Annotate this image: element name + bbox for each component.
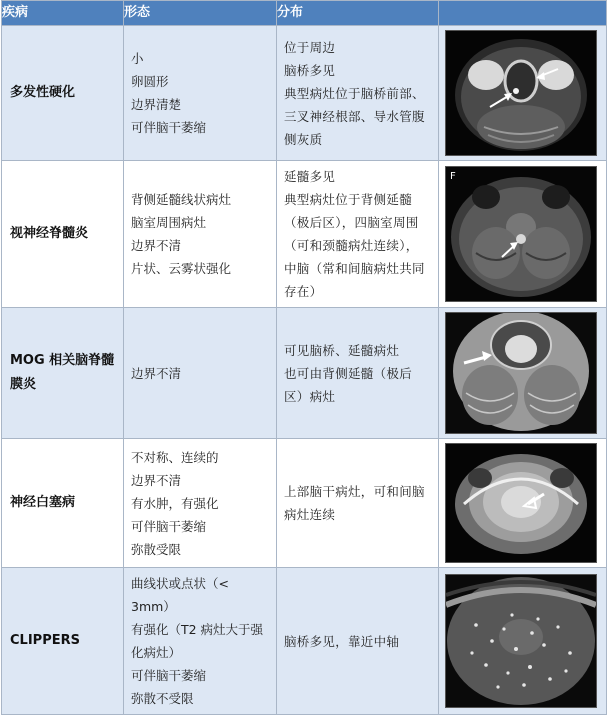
morphology-line: 片状、云雾状强化: [131, 261, 232, 276]
mri-axial-pons-t2-arrow-icon: [445, 312, 597, 434]
mri-axial-pons-t2-icon: [445, 30, 597, 156]
header-distribution: 分布: [277, 1, 439, 26]
distribution-cell: 延髓多见 典型病灶位于背侧延髓（极后区），四脑室周围（可和颈髓病灶连续），中脑（常和间脑病灶共同存在）: [277, 161, 439, 308]
mri-cell: [439, 439, 607, 568]
morphology-line: 弥散受限: [131, 541, 182, 557]
mri-cell: [439, 568, 607, 715]
distribution-cell: 可见脑桥、延髓病灶 也可由背侧延髓（极后区）病灶: [277, 308, 439, 439]
morphology-line: 可伴脑干萎缩: [131, 120, 207, 135]
header-row: [2, 1, 607, 26]
morphology-line: 边界不清: [131, 365, 182, 381]
mri-axial-medulla-flair-icon: [445, 166, 597, 302]
morphology-line: 卵圆形: [131, 74, 169, 89]
mri-axial-pons-t1c-punctate-icon: [445, 574, 597, 708]
header-image: [439, 1, 607, 26]
morphology-line: 可伴脑干萎缩: [131, 518, 207, 534]
morphology-cell: [124, 26, 277, 161]
header-disease: 疾病: [2, 1, 124, 26]
table-row: [2, 439, 607, 568]
morphology-cell: [124, 161, 277, 308]
morphology-cell: [124, 439, 277, 568]
disease-name: 多发性硬化: [2, 26, 124, 161]
distribution-cell: 上部脑干病灶，可和间脑病灶连续: [277, 439, 439, 568]
mri-cell: [439, 161, 607, 308]
morphology-line: 边界不清: [131, 472, 182, 488]
morphology-cell: [124, 568, 277, 715]
disease-name: 视神经脊髓炎: [2, 161, 124, 308]
morphology-line: 边界不清: [131, 238, 182, 253]
distribution-cell: 位于周边 脑桥多见 典型病灶位于脑桥前部、三叉神经根部、导水管腹侧灰质: [277, 26, 439, 161]
morphology-line: 弥散不受限: [131, 691, 194, 706]
table-row: [2, 161, 607, 308]
table-row: [2, 308, 607, 439]
morphology-line: 有水肿，有强化: [131, 495, 219, 511]
distribution-cell: 脑桥多见，靠近中轴: [277, 568, 439, 715]
morphology-line: 有强化（T2 病灶大于强化病灶）: [131, 622, 264, 660]
svg-text:F: F: [450, 171, 456, 182]
morphology-line: 可伴脑干萎缩: [131, 668, 207, 683]
comparison-table: [1, 0, 607, 715]
morphology-line: 曲线状或点状（< 3mm）: [131, 576, 229, 614]
mri-cell: [439, 26, 607, 161]
morphology-line: 背侧延髓线状病灶: [131, 192, 232, 207]
disease-name: CLIPPERS: [2, 568, 124, 715]
table-row: [2, 26, 607, 161]
mri-axial-midbrain-flair-icon: [445, 443, 597, 563]
disease-name: 神经白塞病: [2, 439, 124, 568]
morphology-line: 脑室周围病灶: [131, 215, 207, 230]
header-morphology: 形态: [124, 1, 277, 26]
morphology-line: 小: [131, 51, 144, 66]
morphology-cell: [124, 308, 277, 439]
table-row: [2, 568, 607, 715]
disease-name: MOG 相关脑脊髓膜炎: [2, 308, 124, 439]
morphology-line: 边界清楚: [131, 97, 182, 112]
mri-cell: [439, 308, 607, 439]
morphology-line: 不对称、连续的: [131, 449, 219, 465]
